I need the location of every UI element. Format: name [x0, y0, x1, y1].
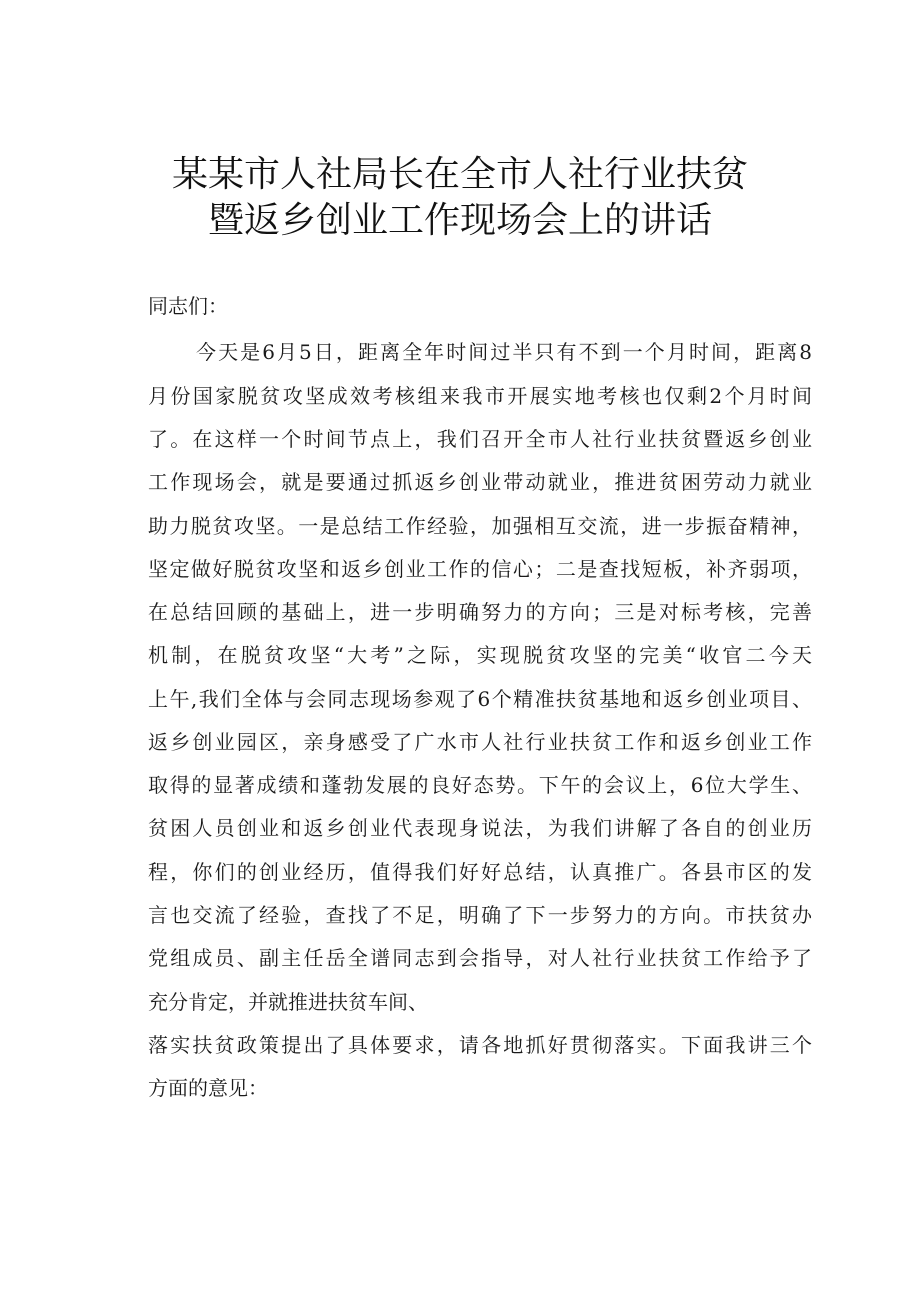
paragraph-line: 工作现场会，就是要通过抓返乡创业带动就业，推进贫困劳动力就业 [148, 470, 812, 494]
document-title-line-2: 暨返乡创业工作现场会上的讲话 [207, 200, 712, 241]
paragraph-line: 返乡创业园区，亲身感受了广水市人社行业扶贫工作和返乡创业工作 [148, 730, 812, 754]
paragraph-line: 言也交流了经验，查找了不足，明确了下一步努力的方向。市扶贫办 [148, 903, 812, 927]
paragraph-line: 落实扶贫政策提出了具体要求，请各地抓好贯彻落实。下面我讲三个 [148, 1033, 812, 1057]
document-title-line-1: 某某市人社局长在全市人社行业扶贫 [171, 154, 748, 195]
paragraph-line: 上午,我们全体与会同志现场参观了6个精准扶贫基地和返乡创业项目、 [148, 687, 812, 711]
paragraph-line: 在总结回顾的基础上，进一步明确努力的方向；三是对标考核，完善 [148, 600, 812, 624]
paragraph-line: 月份国家脱贫攻坚成效考核组来我市开展实地考核也仅剩2个月时间 [148, 384, 812, 408]
paragraph-line: 了。在这样一个时间节点上，我们召开全市人社行业扶贫暨返乡创业 [148, 427, 812, 451]
paragraph-line: 方面的意见： [148, 1076, 268, 1100]
paragraph-line: 充分肯定，并就推进扶贫车间、 [148, 990, 428, 1014]
paragraph-line: 坚定做好脱贫攻坚和返乡创业工作的信心；二是查找短板，补齐弱项， [148, 557, 812, 581]
salutation: 同志们： [148, 294, 228, 318]
paragraph-line: 今天是6月5日，距离全年时间过半只有不到一个月时间，距离8 [196, 340, 812, 364]
paragraph-line: 助力脱贫攻坚。一是总结工作经验，加强相互交流，进一步振奋精神， [148, 514, 812, 538]
paragraph-line: 机制，在脱贫攻坚“大考”之际，实现脱贫攻坚的完美“收官二今天 [148, 643, 812, 667]
paragraph-line: 程，你们的创业经历，值得我们好好总结，认真推广。各县市区的发 [148, 860, 812, 884]
paragraph-line: 取得的显著成绩和蓬勃发展的良好态势。下午的会议上，6位大学生、 [148, 773, 812, 797]
paragraph-line: 党组成员、副主任岳全谱同志到会指导，对人社行业扶贫工作给予了 [148, 946, 812, 970]
paragraph-line: 贫困人员创业和返乡创业代表现身说法，为我们讲解了各自的创业历 [148, 816, 812, 840]
